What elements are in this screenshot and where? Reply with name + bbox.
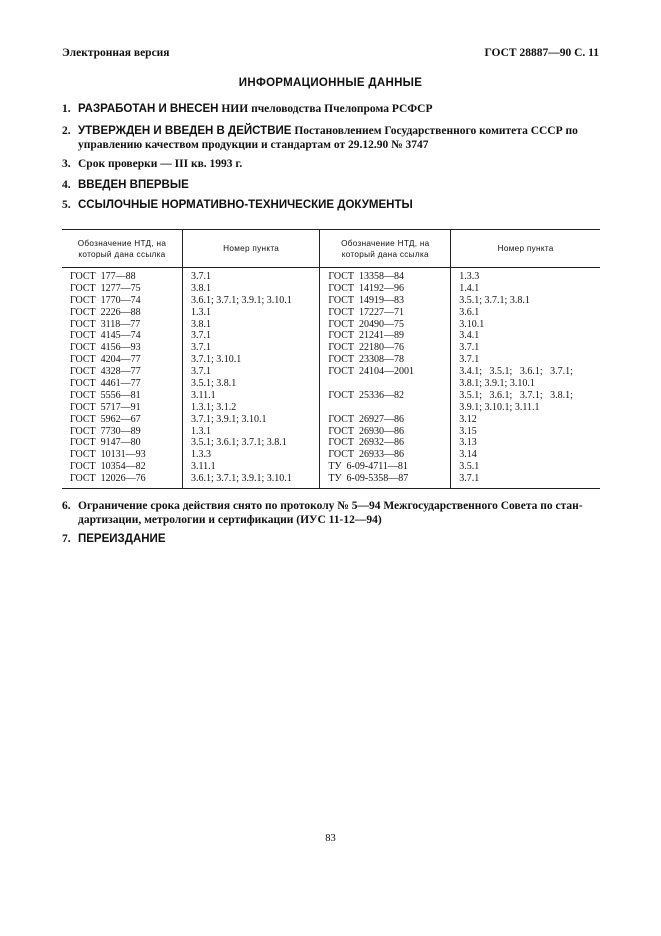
item-text: Ограничение срока действия снято по протоколу № 5—94 Межгосударственного Совета по стан- — [78, 500, 583, 512]
item-text-continued: управлению качеством продукции и стандартам от 29.12.90 № 3747 — [78, 139, 429, 151]
left-doc-column — [62, 268, 182, 489]
item-numbers: 3.9.1; 3.10.1; 3.11.1 — [459, 401, 540, 413]
item-number: 1. — [62, 103, 71, 115]
ntd-designation — [328, 378, 445, 390]
item-numbers: 3.14 — [459, 449, 477, 461]
item-heading: ПЕРЕИЗДАНИЕ — [78, 533, 166, 545]
item-heading: УТВЕРЖДЕН И ВВЕДЕН В ДЕЙСТВИЕ — [78, 125, 292, 137]
item-numbers: 3.10.1 — [459, 318, 485, 330]
ntd-designation: ГОСТ 26932—86 — [328, 437, 404, 449]
info-item-5 — [62, 198, 602, 212]
info-item-4 — [62, 178, 602, 192]
right-item-column — [451, 268, 600, 489]
item-numbers: 3.11.1 — [190, 461, 216, 473]
ntd-designation: ТУ 6-09-4711—81 — [328, 461, 408, 473]
item-number: 7. — [62, 533, 71, 545]
item-numbers: 3.7.1; 3.9.1; 3.10.1 — [190, 413, 267, 425]
table-body-row — [62, 268, 600, 489]
item-numbers: 3.8.1; 3.9.1; 3.10.1 — [459, 378, 535, 390]
ntd-designation: ГОСТ 24104—2001 — [328, 366, 414, 378]
ntd-designation: ГОСТ 3118—77 — [70, 318, 141, 330]
info-item-6 — [62, 499, 602, 527]
ntd-designation: ГОСТ 1770—74 — [70, 294, 141, 306]
item-numbers: 1.4.1 — [459, 282, 480, 294]
info-item-3 — [62, 157, 602, 171]
ntd-designation: ГОСТ 10131—93 — [70, 449, 146, 461]
item-numbers: 3.5.1; 3.7.1; 3.8.1 — [459, 294, 530, 306]
ntd-designation: ГОСТ 23308—78 — [328, 354, 404, 366]
item-numbers: 3.13 — [459, 437, 477, 449]
item-numbers: 3.7.1 — [190, 330, 211, 342]
item-numbers: 3.5.1 — [459, 461, 480, 473]
item-numbers: 3.15 — [459, 425, 477, 437]
left-item-column — [182, 268, 319, 489]
ntd-designation: ГОСТ 4461—77 — [70, 378, 141, 390]
ntd-designation: ГОСТ 22180—76 — [328, 342, 404, 354]
item-numbers: 3.4.1; 3.5.1; 3.6.1; 3.7.1; — [459, 366, 573, 378]
item-numbers: 3.7.1 — [190, 271, 211, 282]
ntd-designation — [328, 402, 445, 414]
item-numbers: 3.7.1 — [190, 366, 211, 378]
ntd-designation: ГОСТ 7730—89 — [70, 425, 141, 437]
item-heading: ВВЕДЕН ВПЕРВЫЕ — [78, 179, 189, 191]
ntd-designation: ГОСТ 21241—89 — [328, 330, 404, 342]
info-item-1 — [62, 102, 602, 116]
ntd-designation: ГОСТ 13358—84 — [328, 271, 404, 282]
ntd-designation: ГОСТ 4204—77 — [70, 354, 141, 366]
ntd-designation: ГОСТ 14192—96 — [328, 282, 404, 294]
ntd-designation: ГОСТ 5556—81 — [70, 389, 141, 401]
ntd-designation: ГОСТ 14919—83 — [328, 294, 404, 306]
item-numbers: 3.11.1 — [190, 389, 216, 401]
item-numbers: 3.7.1 — [459, 473, 480, 485]
ntd-designation: ГОСТ 9147—80 — [70, 437, 141, 449]
item-text: Срок проверки — III кв. 1993 г. — [78, 158, 243, 170]
item-numbers: 1.3.1; 3.1.2 — [190, 401, 237, 413]
ntd-designation: ГОСТ 26927—86 — [328, 413, 404, 425]
item-numbers: 3.7.1 — [459, 342, 480, 354]
ntd-designation: ГОСТ 2226—88 — [70, 306, 141, 318]
header-edition-label: Электронная версия — [62, 47, 170, 59]
header-ntd-designation: Обозначение НТД, на который дана ссылка — [62, 230, 182, 268]
item-number: 5. — [62, 199, 71, 211]
item-numbers: 3.7.1; 3.10.1 — [190, 354, 242, 366]
ntd-designation: ГОСТ 5962—67 — [70, 413, 141, 425]
item-text: Постановлением Государственного комитета СССР по — [291, 125, 578, 137]
header-standard-reference: ГОСТ 28887—90 С. 11 — [484, 47, 599, 59]
ntd-designation: ГОСТ 25336—82 — [328, 389, 404, 401]
item-numbers: 3.6.1; 3.7.1; 3.9.1; 3.10.1 — [190, 473, 292, 485]
ntd-designation: ГОСТ 26933—86 — [328, 449, 404, 461]
ntd-designation: ГОСТ 1277—75 — [70, 282, 141, 294]
ntd-designation: ГОСТ 17227—71 — [328, 306, 404, 318]
ntd-designation: ГОСТ 177—88 — [70, 271, 136, 282]
item-numbers: 3.6.1; 3.7.1; 3.9.1; 3.10.1 — [190, 294, 292, 306]
ntd-designation: ГОСТ 4156—93 — [70, 342, 141, 354]
header-item-number: Номер пункта — [182, 230, 319, 268]
item-numbers: 3.4.1 — [459, 330, 480, 342]
item-number: 3. — [62, 158, 71, 170]
info-item-2 — [62, 124, 602, 152]
item-heading: ССЫЛОЧНЫЕ НОРМАТИВНО-ТЕХНИЧЕСКИЕ ДОКУМЕНТЫ — [78, 199, 413, 211]
table-header-row — [62, 230, 600, 268]
ntd-designation: ГОСТ 5717—91 — [70, 401, 141, 413]
item-numbers: 1.3.1 — [190, 306, 211, 318]
item-numbers: 3.12 — [459, 413, 477, 425]
item-numbers: 3.8.1 — [190, 282, 211, 294]
item-numbers: 3.5.1; 3.8.1 — [190, 378, 237, 390]
item-numbers: 3.8.1 — [190, 318, 211, 330]
item-text-continued: дартизации, метрологии и сертификации (ИУС 11-12—94) — [78, 514, 382, 526]
item-numbers: 3.6.1 — [459, 306, 480, 318]
item-heading: РАЗРАБОТАН И ВНЕСЕН — [78, 103, 219, 115]
references-table — [62, 229, 600, 489]
section-title: ИНФОРМАЦИОННЫЕ ДАННЫЕ — [238, 77, 423, 89]
ntd-designation: ГОСТ 20490—75 — [328, 318, 404, 330]
item-numbers: 3.5.1; 3.6.1; 3.7.1; 3.8.1; — [459, 389, 573, 401]
ntd-designation: ГОСТ 4328—77 — [70, 366, 141, 378]
info-item-7 — [62, 532, 602, 546]
ntd-designation: ГОСТ 4145—74 — [70, 330, 141, 342]
item-numbers: 3.5.1; 3.6.1; 3.7.1; 3.8.1 — [190, 437, 287, 449]
item-numbers: 1.3.3 — [190, 449, 211, 461]
item-numbers: 1.3.3 — [459, 271, 480, 282]
ntd-designation: ГОСТ 26930—86 — [328, 425, 404, 437]
item-number: 6. — [62, 500, 71, 512]
header-item-number: Номер пункта — [451, 230, 600, 268]
item-numbers: 1.3.1 — [190, 425, 211, 437]
item-text: НИИ пчеловодства Пчелопрома РСФСР — [218, 103, 433, 115]
item-numbers: 3.7.1 — [459, 354, 480, 366]
header-ntd-designation: Обозначение НТД, на который дана ссылка — [320, 230, 451, 268]
item-number: 2. — [62, 125, 71, 137]
ntd-designation: ТУ 6-09-5358—87 — [328, 473, 409, 485]
item-number: 4. — [62, 179, 71, 191]
ntd-designation: ГОСТ 12026—76 — [70, 473, 146, 485]
right-doc-column — [320, 268, 451, 489]
ntd-designation: ГОСТ 10354—82 — [70, 461, 146, 473]
page-number: 83 — [325, 833, 336, 844]
item-numbers: 3.7.1 — [190, 342, 211, 354]
